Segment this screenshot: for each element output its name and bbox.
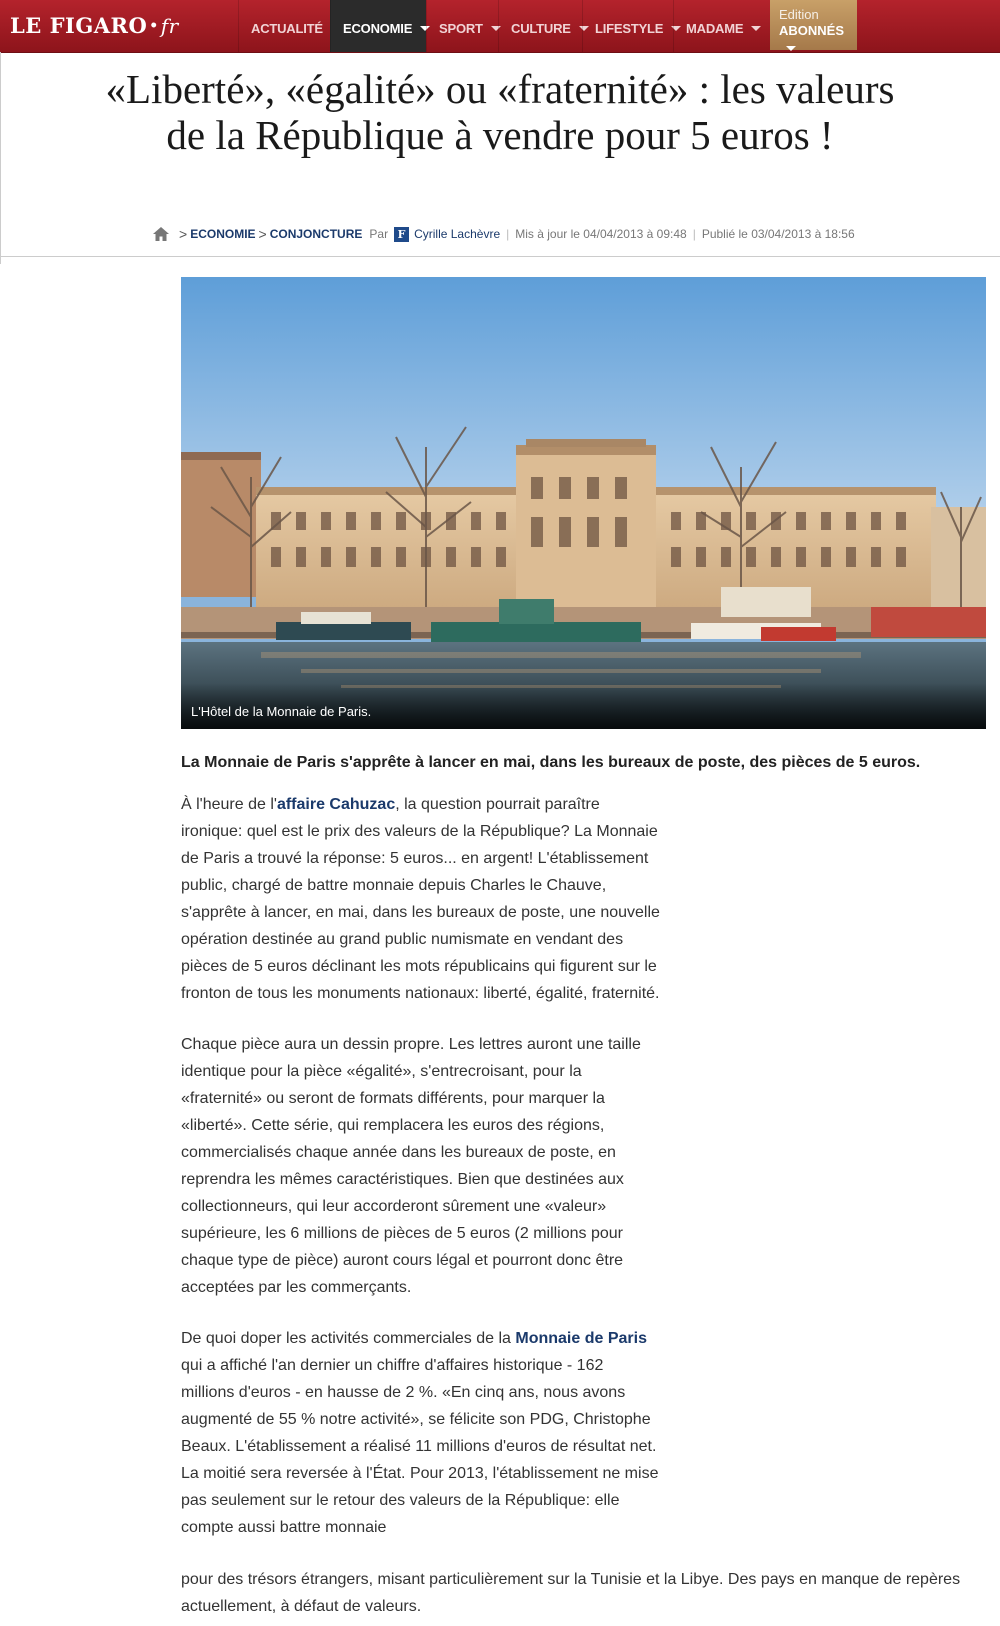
chevron-down-icon — [786, 46, 796, 51]
article-meta — [152, 224, 855, 244]
paragraph-text: De quoi doper les activités commerciales de la — [181, 1330, 516, 1347]
paragraph-text: , la question pourrait paraître ironique: quel est le prix des valeurs de la République? La Monnaie de Paris a trouvé la réponse: 5 euros... en argent! L'établissement public, chargé de battre monnaie depuis Charles le Chauve, s'apprête à lancer, en mai, dans les bureaux de poste, une nouvelle opération destinée au grand public numismate en vendant des pièces de 5 euros déclinant les mots républicains qui figurent sur le fronton de tous les monuments nationaux: liberté, égalité, fraternité. — [181, 796, 660, 1002]
nav-label: SPORT — [439, 21, 483, 36]
home-icon[interactable] — [152, 226, 170, 242]
nav-label: ECONOMIE — [343, 21, 413, 36]
breadcrumb-separator: > — [258, 226, 267, 242]
monnaie-de-paris-photo — [181, 277, 986, 729]
nav-item-lifestyle[interactable] — [582, 0, 673, 52]
paragraph-text: qui a affiché l'an dernier un chiffre d'affaires historique - 162 millions d'euros - en hausse de 2 %. «En cinq ans, nous avons augmenté de 55 % notre activité», se félicite son PDG, Christophe Beaux. L'établissement a réalisé 11 millions d'euros de résultat net. La moitié sera reversée à l'État. Pour 2013, l'établissement ne mise pas seulement sur le retour des valeurs de la République: elle compte aussi battre monnaie — [181, 1357, 659, 1536]
meta-separator: | — [506, 227, 510, 241]
article-title: «Liberté», «égalité» ou «fraternité» : les valeurs de la République à vendre pour 5 euros ! — [105, 66, 895, 158]
top-navigation-bar — [0, 0, 1000, 53]
article-lead: La Monnaie de Paris s'apprête à lancer en mai, dans les bureaux de poste, des pièces de 5 euros. — [181, 754, 921, 771]
chevron-down-icon — [751, 26, 761, 31]
site-logo[interactable] — [10, 13, 179, 41]
nav-item-economie[interactable] — [330, 0, 426, 52]
edition-label: Edition — [779, 7, 819, 22]
article-paragraph: Chaque pièce aura un dessin propre. Les lettres auront une taille identique pour la pièce «égalité», s'entrecroisant, pour la «fraternité» ou seront de formats différents, pour marquer la «liberté». Cette série, qui remplacera les euros des régions, commercialisés chaque année dans les bureaux de poste, en reprendra les mêmes caractéristiques. Bien que destinées aux collectionneurs, qui leur accorderont sûrement une «valeur» supérieure, les 6 millions de pièces de 5 euros (2 millions pour chaque type de pièce) auront cours légal et pourront donc être acceptées par les commerçants. — [181, 1036, 641, 1296]
image-caption — [181, 683, 986, 729]
logo-text: LE FIGARO — [10, 13, 148, 38]
breadcrumb-conjoncture[interactable]: CONJONCTURE — [269, 227, 363, 241]
edition-abonnes-button[interactable] — [770, 0, 857, 50]
breadcrumb-separator: > — [179, 226, 188, 242]
article-paragraph — [181, 1325, 661, 1541]
meta-separator: | — [692, 227, 696, 241]
caption-text: L'Hôtel de la Monnaie de Paris. — [191, 704, 372, 719]
monnaie-de-paris-link[interactable]: Monnaie de Paris — [515, 1330, 647, 1347]
nav-label: ACTUALITÉ — [251, 21, 323, 36]
figaro-author-icon: F — [394, 227, 409, 242]
article-body — [181, 791, 661, 1565]
published-date: Publié le 03/04/2013 à 18:56 — [701, 227, 855, 241]
byline-par: Par — [369, 227, 389, 241]
article-paragraph-tail: pour des trésors étrangers, misant particulièrement sur la Tunisie et la Libye. Des pays en manque de repères actuellement, à défaut de valeurs. — [181, 1571, 961, 1615]
nav-label: CULTURE — [511, 21, 571, 36]
nav-item-actualite[interactable] — [238, 0, 330, 52]
abonnes-label: ABONNÉS — [779, 23, 845, 38]
affaire-cahuzac-link[interactable]: affaire Cahuzac — [276, 796, 396, 813]
article-paragraph — [181, 791, 661, 1007]
breadcrumb-economie[interactable]: ECONOMIE — [190, 227, 256, 241]
logo-dot: • — [149, 18, 159, 34]
divider — [0, 256, 1000, 257]
divider — [0, 52, 1, 264]
updated-date: Mis à jour le 04/04/2013 à 09:48 — [515, 227, 687, 241]
nav-item-sport[interactable] — [426, 0, 498, 52]
paragraph-text: À l'heure de l' — [181, 796, 277, 813]
article-image — [181, 277, 986, 729]
logo-suffix: fr — [160, 14, 179, 38]
nav-label: LIFESTYLE — [595, 21, 664, 36]
nav-label: MADAME — [686, 21, 744, 36]
nav-item-madame[interactable] — [673, 0, 770, 52]
nav-item-culture[interactable] — [498, 0, 582, 52]
author-link[interactable]: Cyrille Lachèvre — [414, 227, 501, 241]
